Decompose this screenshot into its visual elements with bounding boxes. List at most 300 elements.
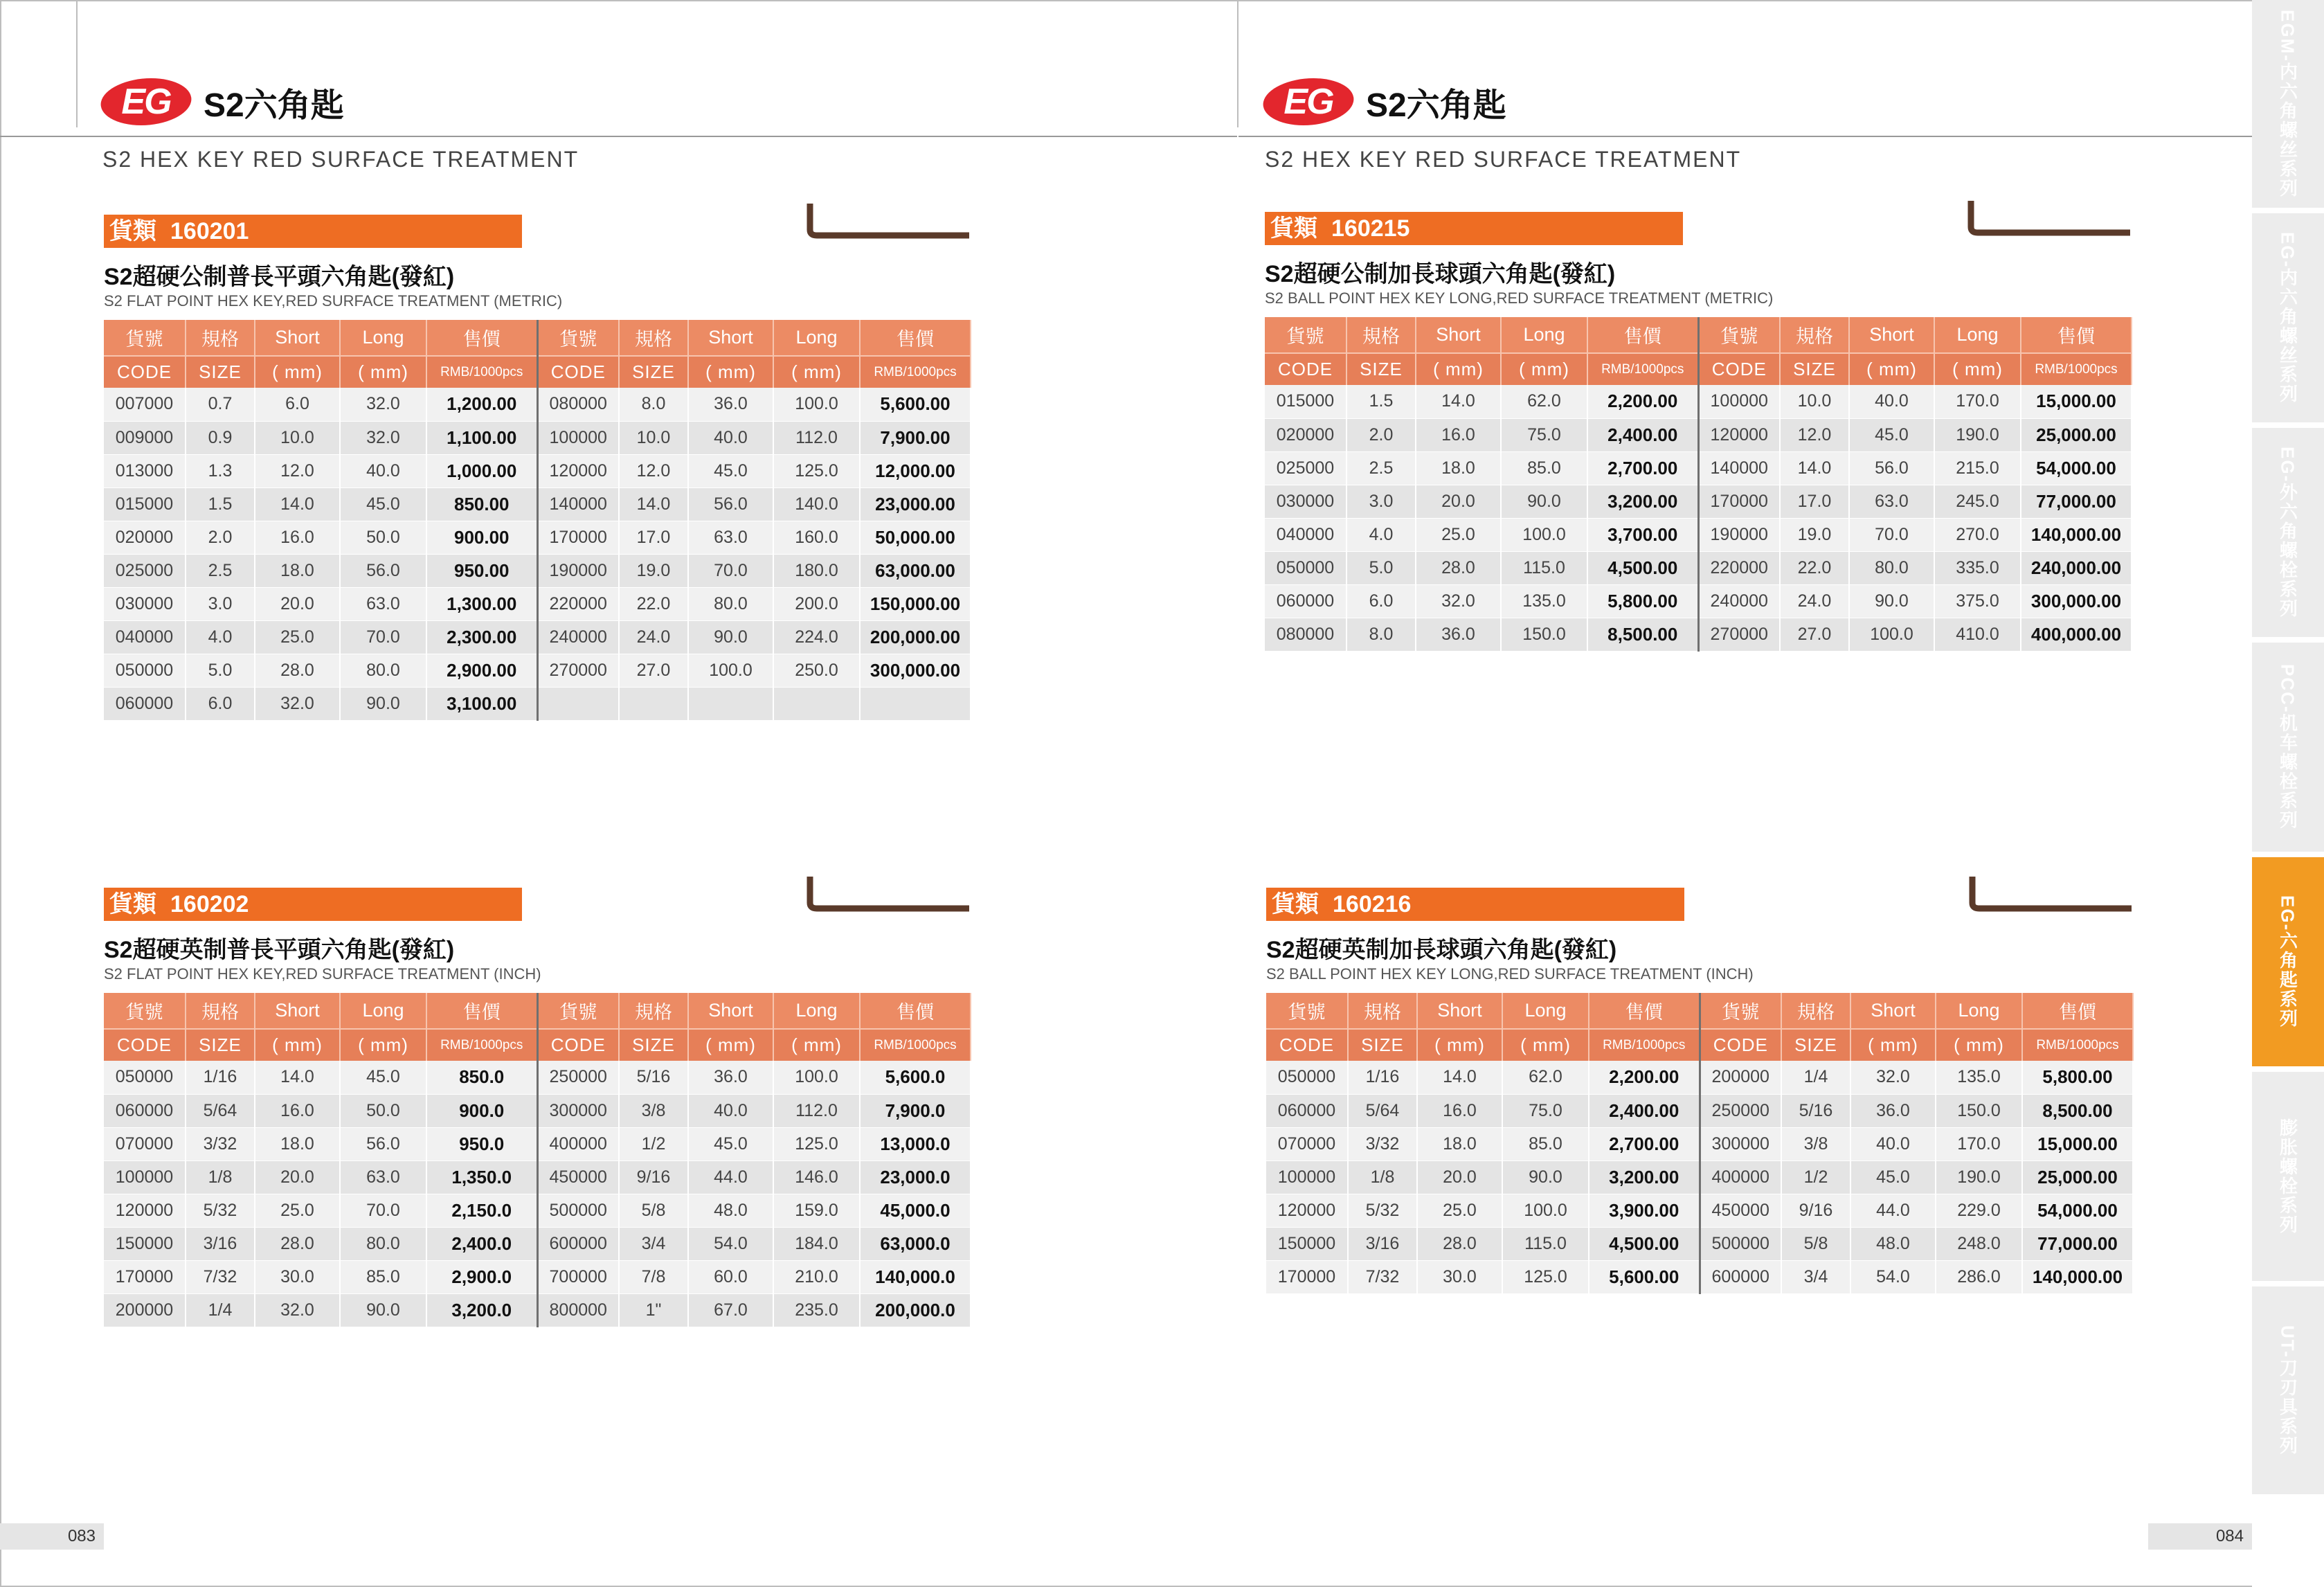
table-row <box>104 654 971 687</box>
table-cell: 5/8 <box>1781 1227 1850 1260</box>
table-cell: 160.0 <box>773 521 860 554</box>
table-header-cell: 貨號 <box>537 320 619 356</box>
table-cell: 14.0 <box>1417 1061 1502 1094</box>
table-header-cell: 售價 <box>426 993 537 1029</box>
table-cell: 16.0 <box>255 1094 340 1127</box>
side-tab[interactable]: UT-刀刃具系列 <box>2252 1286 2324 1494</box>
product-name-en: S2 FLAT POINT HEX KEY,RED SURFACE TREATMENT (METRIC) <box>104 292 563 310</box>
table-cell: 62.0 <box>1501 385 1587 418</box>
table-cell: 54,000.00 <box>2021 451 2132 485</box>
table-cell: 32.0 <box>340 388 426 421</box>
table-header-cell: CODE <box>1265 353 1346 385</box>
table-row <box>104 620 971 654</box>
hex-key-icon <box>804 872 971 914</box>
table-cell: 36.0 <box>1416 618 1501 651</box>
table-cell: 20.0 <box>1416 485 1501 518</box>
table-cell: 2,900.0 <box>426 1260 537 1293</box>
table-cell: 19.0 <box>1780 518 1849 551</box>
product-name-en: S2 BALL POINT HEX KEY LONG,RED SURFACE TREATMENT (INCH) <box>1266 965 1754 983</box>
table-cell: 100000 <box>104 1160 186 1194</box>
table-cell: 112.0 <box>773 421 860 454</box>
table-cell: 159.0 <box>773 1194 860 1227</box>
table-cell: 2,150.0 <box>426 1194 537 1227</box>
side-tab[interactable]: EG-外六角螺栓系列 <box>2252 428 2324 637</box>
table-row <box>104 1194 971 1227</box>
table-row <box>104 1094 971 1127</box>
table-cell: 115.0 <box>1501 551 1587 584</box>
table-cell: 150.0 <box>1501 618 1587 651</box>
table-cell: 300000 <box>1700 1127 1781 1160</box>
side-tab[interactable]: PCC-机车螺栓系列 <box>2252 643 2324 852</box>
table-cell: 270000 <box>537 654 619 687</box>
table-cell: 700000 <box>537 1260 619 1293</box>
table-cell: 54.0 <box>1850 1260 1936 1293</box>
table-cell: 140000 <box>537 487 619 521</box>
table-header-cell: 規格 <box>619 320 688 356</box>
table-cell: 120000 <box>537 454 619 487</box>
table-cell: 375.0 <box>1934 584 2021 618</box>
table-cell: 100.0 <box>688 654 773 687</box>
table-row <box>104 1127 971 1160</box>
table-cell: 36.0 <box>688 1061 773 1094</box>
table-cell: 060000 <box>1266 1094 1348 1127</box>
table-cell: 2,700.00 <box>1589 1127 1700 1160</box>
table-cell: 80.0 <box>688 587 773 620</box>
table-cell: 1,200.00 <box>426 388 537 421</box>
table-header-cell: ( mm) <box>340 1029 426 1061</box>
table-row <box>1265 551 2132 584</box>
table-cell: 28.0 <box>255 1227 340 1260</box>
table-cell: 25,000.00 <box>2021 418 2132 451</box>
table-cell: 1,100.00 <box>426 421 537 454</box>
table-cell: 030000 <box>1265 485 1346 518</box>
table-cell: 12,000.00 <box>860 454 971 487</box>
table-cell: 100000 <box>1698 385 1780 418</box>
table-cell: 286.0 <box>1936 1260 2022 1293</box>
category-bar <box>1265 212 1683 245</box>
table-header-cell: RMB/1000pcs <box>1587 353 1698 385</box>
table-cell: 1/2 <box>619 1127 688 1160</box>
table-cell: 77,000.00 <box>2022 1227 2133 1260</box>
table-cell: 250000 <box>537 1061 619 1094</box>
table-header-cell: ( mm) <box>1416 353 1501 385</box>
product-name-zh: S2超硬英制加長球頭六角匙(發紅) <box>1266 937 1617 963</box>
table-cell: 5.0 <box>186 654 255 687</box>
table-cell: 63.0 <box>340 1160 426 1194</box>
table-cell: 48.0 <box>688 1194 773 1227</box>
table-cell: 19.0 <box>619 554 688 587</box>
table-cell: 17.0 <box>1780 485 1849 518</box>
table-cell: 8.0 <box>1346 618 1416 651</box>
table-cell: 180.0 <box>773 554 860 587</box>
table-cell: 3,200.0 <box>426 1293 537 1327</box>
table-row <box>1266 1061 2133 1094</box>
table-header-cell: ( mm) <box>1501 353 1587 385</box>
table-cell: 45.0 <box>688 1127 773 1160</box>
side-tab[interactable]: EG-内六角螺丝系列 <box>2252 213 2324 422</box>
table-cell: 050000 <box>104 1061 186 1094</box>
divider <box>1238 136 2252 137</box>
table-header-cell: 貨號 <box>537 993 619 1029</box>
table-cell: 210.0 <box>773 1260 860 1293</box>
table-cell: 62.0 <box>1502 1061 1589 1094</box>
table-cell: 5/8 <box>619 1194 688 1227</box>
table-cell: 040000 <box>1265 518 1346 551</box>
table-row <box>104 1160 971 1194</box>
table-cell: 24.0 <box>1780 584 1849 618</box>
table-header-cell: CODE <box>1266 1029 1348 1061</box>
table-header-cell: Long <box>1501 317 1587 353</box>
table-cell: 85.0 <box>1501 451 1587 485</box>
table-cell: 5/16 <box>1781 1094 1850 1127</box>
table-cell: 75.0 <box>1502 1094 1589 1127</box>
table-cell: 1/8 <box>1348 1160 1417 1194</box>
table-cell: 63.0 <box>1849 485 1934 518</box>
eg-logo: EG <box>101 78 191 125</box>
table-header-cell: RMB/1000pcs <box>1589 1029 1700 1061</box>
table-cell: 4.0 <box>186 620 255 654</box>
table-cell: 2.5 <box>186 554 255 587</box>
table-cell: 335.0 <box>1934 551 2021 584</box>
table-cell: 3/4 <box>619 1227 688 1260</box>
table-cell: 40.0 <box>340 454 426 487</box>
table-cell: 45.0 <box>688 454 773 487</box>
table-row <box>1266 1160 2133 1194</box>
table-cell: 75.0 <box>1501 418 1587 451</box>
table-cell: 3,900.00 <box>1589 1194 1700 1227</box>
table-cell: 15,000.00 <box>2022 1127 2133 1160</box>
table-cell: 56.0 <box>688 487 773 521</box>
table-cell: 25.0 <box>255 1194 340 1227</box>
table-cell: 90.0 <box>1849 584 1934 618</box>
hex-key-icon <box>1967 872 2133 914</box>
table-header-cell: ( mm) <box>1934 353 2021 385</box>
table-cell: 70.0 <box>1849 518 1934 551</box>
table-cell: 5.0 <box>1346 551 1416 584</box>
table-cell: 050000 <box>104 654 186 687</box>
table-cell: 63,000.0 <box>860 1227 971 1260</box>
table-cell: 112.0 <box>773 1094 860 1127</box>
category-code: 160201 <box>170 218 249 244</box>
table-cell: 1,300.00 <box>426 587 537 620</box>
table-cell: 140000 <box>1698 451 1780 485</box>
table-cell: 200000 <box>104 1293 186 1327</box>
table-header-cell: ( mm) <box>773 356 860 388</box>
table-cell: 120000 <box>1266 1194 1348 1227</box>
table-header-cell: Short <box>1416 317 1501 353</box>
table-cell: 8,500.00 <box>2022 1094 2133 1127</box>
table-header-cell: SIZE <box>186 356 255 388</box>
table-header-cell: 貨號 <box>1265 317 1346 353</box>
table-header-cell: CODE <box>104 1029 186 1061</box>
table-row <box>104 554 971 587</box>
price-table <box>104 320 971 721</box>
table-row <box>104 1061 971 1094</box>
table-cell: 240000 <box>537 620 619 654</box>
table-cell: 13,000.0 <box>860 1127 971 1160</box>
table-cell: 3/32 <box>1348 1127 1417 1160</box>
table-header-cell: 貨號 <box>1700 993 1781 1029</box>
category-label: 貨類 <box>1272 891 1319 917</box>
table-cell: 4,500.00 <box>1587 551 1698 584</box>
page-title: S2六角匙 <box>1366 87 1506 124</box>
table-cell: 17.0 <box>619 521 688 554</box>
table-header-cell: RMB/1000pcs <box>2022 1029 2133 1061</box>
table-cell: 5,600.00 <box>860 388 971 421</box>
table-cell: 18.0 <box>1417 1127 1502 1160</box>
category-bar <box>104 215 522 248</box>
table-row <box>104 1293 971 1327</box>
table-cell: 015000 <box>1265 385 1346 418</box>
table-cell: 8,500.00 <box>1587 618 1698 651</box>
table-cell: 90.0 <box>1502 1160 1589 1194</box>
hex-key-icon <box>804 199 971 241</box>
table-cell: 2.0 <box>1346 418 1416 451</box>
table-header-cell: CODE <box>537 1029 619 1061</box>
page-subtitle: S2 HEX KEY RED SURFACE TREATMENT <box>102 147 579 172</box>
table-cell: 080000 <box>537 388 619 421</box>
table-row <box>1265 618 2132 651</box>
page-number: 084 <box>2148 1523 2252 1550</box>
table-header-cell: 售價 <box>1589 993 1700 1029</box>
category-label: 貨類 <box>109 218 156 244</box>
table-cell: 14.0 <box>619 487 688 521</box>
table-row <box>1266 1094 2133 1127</box>
table-cell <box>619 687 688 720</box>
table-cell: 25.0 <box>1417 1194 1502 1227</box>
table-cell: 85.0 <box>1502 1127 1589 1160</box>
table-cell: 1/2 <box>1781 1160 1850 1194</box>
price-table <box>1265 317 2132 652</box>
table-cell: 12.0 <box>255 454 340 487</box>
table-cell: 10.0 <box>619 421 688 454</box>
table-cell: 020000 <box>1265 418 1346 451</box>
table-cell: 2,200.00 <box>1589 1061 1700 1094</box>
table-cell: 135.0 <box>1936 1061 2022 1094</box>
table-cell: 500000 <box>1700 1227 1781 1260</box>
table-row <box>104 521 971 554</box>
table-cell <box>773 687 860 720</box>
table-cell: 50,000.00 <box>860 521 971 554</box>
table-cell: 100.0 <box>1849 618 1934 651</box>
table-cell: 850.00 <box>426 487 537 521</box>
table-cell: 16.0 <box>1417 1094 1502 1127</box>
table-cell: 800000 <box>537 1293 619 1327</box>
table-cell: 7/32 <box>186 1260 255 1293</box>
table-header-cell: ( mm) <box>1849 353 1934 385</box>
table-header-cell: 售價 <box>426 320 537 356</box>
table-header-cell: ( mm) <box>255 1029 340 1061</box>
table-cell: 248.0 <box>1936 1227 2022 1260</box>
right-page <box>1238 0 2252 1587</box>
table-cell: 54,000.00 <box>2022 1194 2133 1227</box>
table-cell: 23,000.00 <box>860 487 971 521</box>
table-cell: 0.9 <box>186 421 255 454</box>
table-cell: 90.0 <box>340 687 426 720</box>
table-cell: 70.0 <box>340 620 426 654</box>
table-cell: 050000 <box>1265 551 1346 584</box>
table-cell: 450000 <box>1700 1194 1781 1227</box>
table-cell: 0.7 <box>186 388 255 421</box>
side-tab[interactable]: EGM-内六角螺丝系列 <box>2252 0 2324 208</box>
table-cell: 140.0 <box>773 487 860 521</box>
table-cell: 45.0 <box>340 1061 426 1094</box>
table-cell: 14.0 <box>255 487 340 521</box>
table-cell: 215.0 <box>1934 451 2021 485</box>
table-cell: 56.0 <box>340 1127 426 1160</box>
table-header-cell: Short <box>1417 993 1502 1029</box>
table-header-cell: ( mm) <box>340 356 426 388</box>
table-header-cell: SIZE <box>186 1029 255 1061</box>
table-cell: 44.0 <box>1850 1194 1936 1227</box>
table-cell: 40.0 <box>688 1094 773 1127</box>
table-cell: 224.0 <box>773 620 860 654</box>
table-cell: 23,000.0 <box>860 1160 971 1194</box>
table-cell: 300,000.00 <box>2021 584 2132 618</box>
table-cell: 220000 <box>1698 551 1780 584</box>
table-row <box>104 587 971 620</box>
category-bar <box>1266 888 1684 921</box>
table-cell: 1/4 <box>186 1293 255 1327</box>
table-header-cell: ( mm) <box>1417 1029 1502 1061</box>
table-cell: 1.5 <box>1346 385 1416 418</box>
table-header-cell: CODE <box>1700 1029 1781 1061</box>
table-cell: 30.0 <box>255 1260 340 1293</box>
table-cell: 28.0 <box>255 654 340 687</box>
table-cell: 5,800.00 <box>1587 584 1698 618</box>
table-cell: 20.0 <box>255 587 340 620</box>
table-cell: 32.0 <box>1416 584 1501 618</box>
table-cell: 25.0 <box>255 620 340 654</box>
table-cell: 150000 <box>104 1227 186 1260</box>
table-header-cell: 規格 <box>186 993 255 1029</box>
table-header-cell: Long <box>340 320 426 356</box>
table-cell: 90.0 <box>688 620 773 654</box>
table-cell: 25,000.00 <box>2022 1160 2133 1194</box>
table-cell: 22.0 <box>1780 551 1849 584</box>
table-cell: 060000 <box>104 687 186 720</box>
table-cell: 150000 <box>1266 1227 1348 1260</box>
table-header-cell: RMB/1000pcs <box>426 1029 537 1061</box>
table-cell: 32.0 <box>1850 1061 1936 1094</box>
table-header-cell: 規格 <box>619 993 688 1029</box>
category-label: 貨類 <box>109 891 156 917</box>
table-cell: 100.0 <box>1502 1194 1589 1227</box>
table-cell: 27.0 <box>1780 618 1849 651</box>
side-tab[interactable]: EG-六角匙系列 <box>2252 857 2324 1066</box>
page-title: S2六角匙 <box>204 87 344 124</box>
table-cell: 240,000.00 <box>2021 551 2132 584</box>
table-row <box>104 687 971 720</box>
table-header-cell: Short <box>1849 317 1934 353</box>
table-cell: 850.0 <box>426 1061 537 1094</box>
eg-logo: EG <box>1263 78 1353 125</box>
table-cell: 45.0 <box>1849 418 1934 451</box>
table-cell: 300,000.00 <box>860 654 971 687</box>
table-header-cell: 貨號 <box>104 993 186 1029</box>
table-cell: 12.0 <box>619 454 688 487</box>
table-header-cell: Short <box>688 320 773 356</box>
table-cell: 25.0 <box>1416 518 1501 551</box>
table-cell: 70.0 <box>688 554 773 587</box>
table-cell: 3/4 <box>1781 1260 1850 1293</box>
table-cell: 5/32 <box>1348 1194 1417 1227</box>
table-cell: 80.0 <box>340 654 426 687</box>
table-cell: 100000 <box>1266 1160 1348 1194</box>
product-name-zh: S2超硬公制普長平頭六角匙(發紅) <box>104 264 455 290</box>
table-header-cell: ( mm) <box>773 1029 860 1061</box>
table-row <box>1265 584 2132 618</box>
table-cell: 184.0 <box>773 1227 860 1260</box>
table-header-cell: CODE <box>537 356 619 388</box>
table-header-cell: 貨號 <box>104 320 186 356</box>
table-cell: 140,000.00 <box>2022 1260 2133 1293</box>
table-cell: 85.0 <box>340 1260 426 1293</box>
table-cell: 100.0 <box>773 388 860 421</box>
table-header-cell: 售價 <box>860 320 971 356</box>
table-row <box>1265 418 2132 451</box>
table-cell: 63.0 <box>340 587 426 620</box>
table-cell: 2,400.0 <box>426 1227 537 1260</box>
table-cell: 14.0 <box>255 1061 340 1094</box>
table-cell: 060000 <box>1265 584 1346 618</box>
side-tab[interactable]: 膨胀螺栓系列 <box>2252 1072 2324 1281</box>
table-cell: 1.5 <box>186 487 255 521</box>
table-cell: 50.0 <box>340 521 426 554</box>
table-header-cell: Short <box>688 993 773 1029</box>
table-cell: 3.0 <box>186 587 255 620</box>
table-cell: 70.0 <box>340 1194 426 1227</box>
table-cell: 7/8 <box>619 1260 688 1293</box>
table-cell: 5/64 <box>1348 1094 1417 1127</box>
table-cell: 1,350.0 <box>426 1160 537 1194</box>
table-header-cell: 貨號 <box>1698 317 1780 353</box>
table-cell: 32.0 <box>340 421 426 454</box>
table-cell: 2,700.00 <box>1587 451 1698 485</box>
table-header-cell: SIZE <box>1780 353 1849 385</box>
table-cell: 24.0 <box>619 620 688 654</box>
table-cell: 27.0 <box>619 654 688 687</box>
table-cell: 16.0 <box>1416 418 1501 451</box>
page-header <box>101 78 344 126</box>
table-row <box>1266 1260 2133 1293</box>
table-cell: 56.0 <box>1849 451 1934 485</box>
table-header-cell: RMB/1000pcs <box>860 1029 971 1061</box>
table-cell: 44.0 <box>688 1160 773 1194</box>
table-cell: 070000 <box>1266 1127 1348 1160</box>
product-name-en: S2 BALL POINT HEX KEY LONG,RED SURFACE TREATMENT (METRIC) <box>1265 289 1774 307</box>
table-cell: 15,000.00 <box>2021 385 2132 418</box>
table-header-cell: ( mm) <box>1936 1029 2022 1061</box>
table-cell: 48.0 <box>1850 1227 1936 1260</box>
table-cell: 115.0 <box>1502 1227 1589 1260</box>
table-cell: 45,000.0 <box>860 1194 971 1227</box>
table-cell: 36.0 <box>688 388 773 421</box>
table-cell: 40.0 <box>1849 385 1934 418</box>
table-cell: 120000 <box>1698 418 1780 451</box>
table-cell: 18.0 <box>1416 451 1501 485</box>
table-cell: 80.0 <box>340 1227 426 1260</box>
table-cell: 190.0 <box>1934 418 2021 451</box>
table-header-cell: ( mm) <box>1850 1029 1936 1061</box>
table-cell: 2,300.00 <box>426 620 537 654</box>
table-cell: 32.0 <box>255 687 340 720</box>
table-cell: 3,200.00 <box>1587 485 1698 518</box>
table-header-cell: CODE <box>104 356 186 388</box>
table-cell: 120000 <box>104 1194 186 1227</box>
table-cell: 36.0 <box>1850 1094 1936 1127</box>
table-cell: 950.0 <box>426 1127 537 1160</box>
